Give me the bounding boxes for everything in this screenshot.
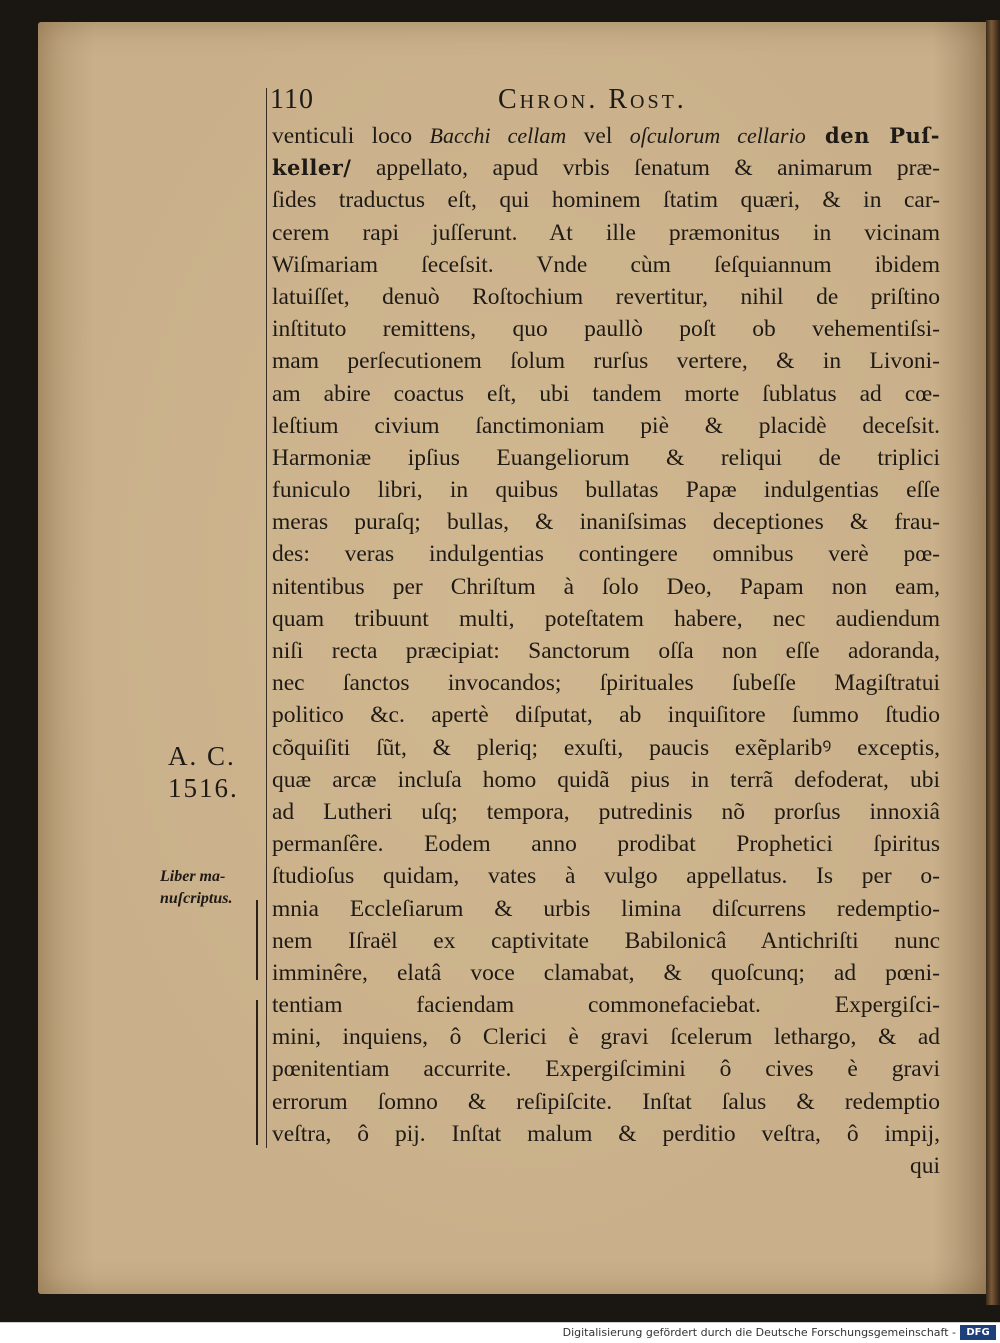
text-line: inſtituto remittens, quo paullò poſt ob vehementiſsi- bbox=[272, 316, 940, 343]
text-line: pœnitentiam accurrite. Expergiſcimini ô cives è gravi bbox=[272, 1056, 940, 1083]
text-line: des: veras indulgentias contingere omnibus verè pœ- bbox=[272, 541, 940, 568]
margin-year-value: 1516. bbox=[168, 773, 239, 803]
text-line: quam tribuunt multi, poteſtatem habere, nec audiendum bbox=[272, 605, 940, 632]
footer-bar bbox=[0, 1322, 1000, 1343]
text-line: nitentibus per Chriſtum à ſolo Deo, Papam non eam, bbox=[272, 573, 940, 600]
text-line: mam perſecutionem ſolum rurſus vertere, & in Livoni- bbox=[272, 348, 940, 375]
blackletter-phrase: den Puſ- bbox=[805, 123, 940, 148]
text-line: niſi recta præcipiat: Sanctorum oſſa non eſſe adoranda, bbox=[272, 638, 940, 664]
text-line: cõquiſiti ſũt, & pleriq; exuſti, paucis exẽplaribꝰ exceptis, bbox=[272, 734, 940, 761]
text-line: quæ arcæ incluſa homo quidã pius in terrã defoderat, ubi bbox=[272, 766, 940, 793]
text-line: keller/ appellato, apud vrbis ſenatum & animarum præ- bbox=[272, 155, 940, 182]
text-line: ſtudioſus quidam, vates à vulgo appellatus. Is per o- bbox=[272, 863, 940, 890]
blackletter-phrase: keller/ bbox=[272, 155, 352, 181]
text-line: ſides traductus eſt, qui hominem ſtatim quæri, & in car- bbox=[272, 187, 940, 214]
text-line: veſtra, ô pij. Inſtat malum & perditio veſtra, ô impij, bbox=[272, 1120, 940, 1147]
text-line: permanſêre. Eodem anno prodibat Prophetici ſpiritus bbox=[272, 831, 940, 858]
margin-year-label: A. C. bbox=[168, 741, 236, 771]
dfg-logo-icon: DFG bbox=[960, 1325, 996, 1340]
margin-rule bbox=[266, 88, 267, 1148]
catchword: qui bbox=[909, 1153, 940, 1179]
text-line: leſtium civium ſanctimoniam piè & placidè deceſsit. bbox=[272, 412, 940, 439]
text-line: tentiam faciendam commonefaciebat. Expergiſci- bbox=[272, 992, 940, 1019]
text-line: ad Lutheri uſq; tempora, putredinis nõ prorſus innoxiâ bbox=[272, 798, 940, 825]
text-line: latuiſſet, denuò Roſtochium revertitur, nihil de priſtino bbox=[272, 283, 940, 310]
text-line: cerem rapi juſſerunt. At ille præmonitus in vicinam bbox=[272, 219, 940, 246]
text-line: nem Iſraël ex captivitate Babilonicâ Antichriſti nunc bbox=[272, 927, 940, 954]
margin-bracket bbox=[256, 900, 263, 980]
text-line: venticuli loco Bacchi cellam vel oſculorum cellario den Puſ- bbox=[272, 123, 940, 149]
margin-manuscript-note bbox=[160, 866, 260, 910]
funding-credit: Digitalisierung gefördert durch die Deutsche Forschungsgemeinschaft - bbox=[562, 1326, 956, 1339]
margin-note-line: Liber ma- bbox=[160, 868, 226, 885]
margin-bracket bbox=[256, 1000, 263, 1145]
running-head bbox=[270, 84, 940, 120]
text-line: imminêre, elatâ voce clamabat, & quoſcunq; ad pœni- bbox=[272, 959, 940, 986]
text-line: politico &c. apertè diſputat, ab inquiſitore ſummo ſtudio bbox=[272, 702, 940, 729]
page-number: 110 bbox=[270, 84, 314, 115]
text-line: mini, inquiens, ô Clerici è gravi ſcelerum lethargo, & ad bbox=[272, 1024, 940, 1051]
text-line: Harmoniæ ipſius Euangeliorum & reliqui de triplici bbox=[272, 444, 940, 471]
text-line: Wiſmariam ſeceſsit. Vnde cùm ſeſquiannum ibidem bbox=[272, 251, 940, 278]
italic-phrase: Bacchi cellam bbox=[429, 123, 567, 148]
text-line: errorum ſomno & reſipiſcite. Inſtat ſalus & redemptio bbox=[272, 1088, 940, 1115]
margin-note-line: nuſcriptus. bbox=[160, 890, 233, 907]
running-title: Chron. Rost. bbox=[498, 84, 687, 115]
page-edge bbox=[986, 20, 1000, 1305]
text-line: mnia Eccleſiarum & urbis limina diſcurrens redemptio- bbox=[272, 895, 940, 922]
italic-phrase: oſculorum cellario bbox=[629, 123, 806, 148]
text-line: funiculo libri, in quibus bullatas Papæ indulgentias eſſe bbox=[272, 477, 940, 504]
margin-year-note bbox=[168, 740, 263, 804]
text-line: meras puraſq; bullas, & inaniſsimas deceptiones & frau- bbox=[272, 509, 940, 536]
text-line: am abire coactus eſt, ubi tandem morte ſublatus ad cœ- bbox=[272, 380, 940, 407]
text-line: nec ſanctos invocandos; ſpirituales ſubeſſe Magiſtratui bbox=[272, 670, 940, 697]
main-text bbox=[272, 120, 940, 1182]
